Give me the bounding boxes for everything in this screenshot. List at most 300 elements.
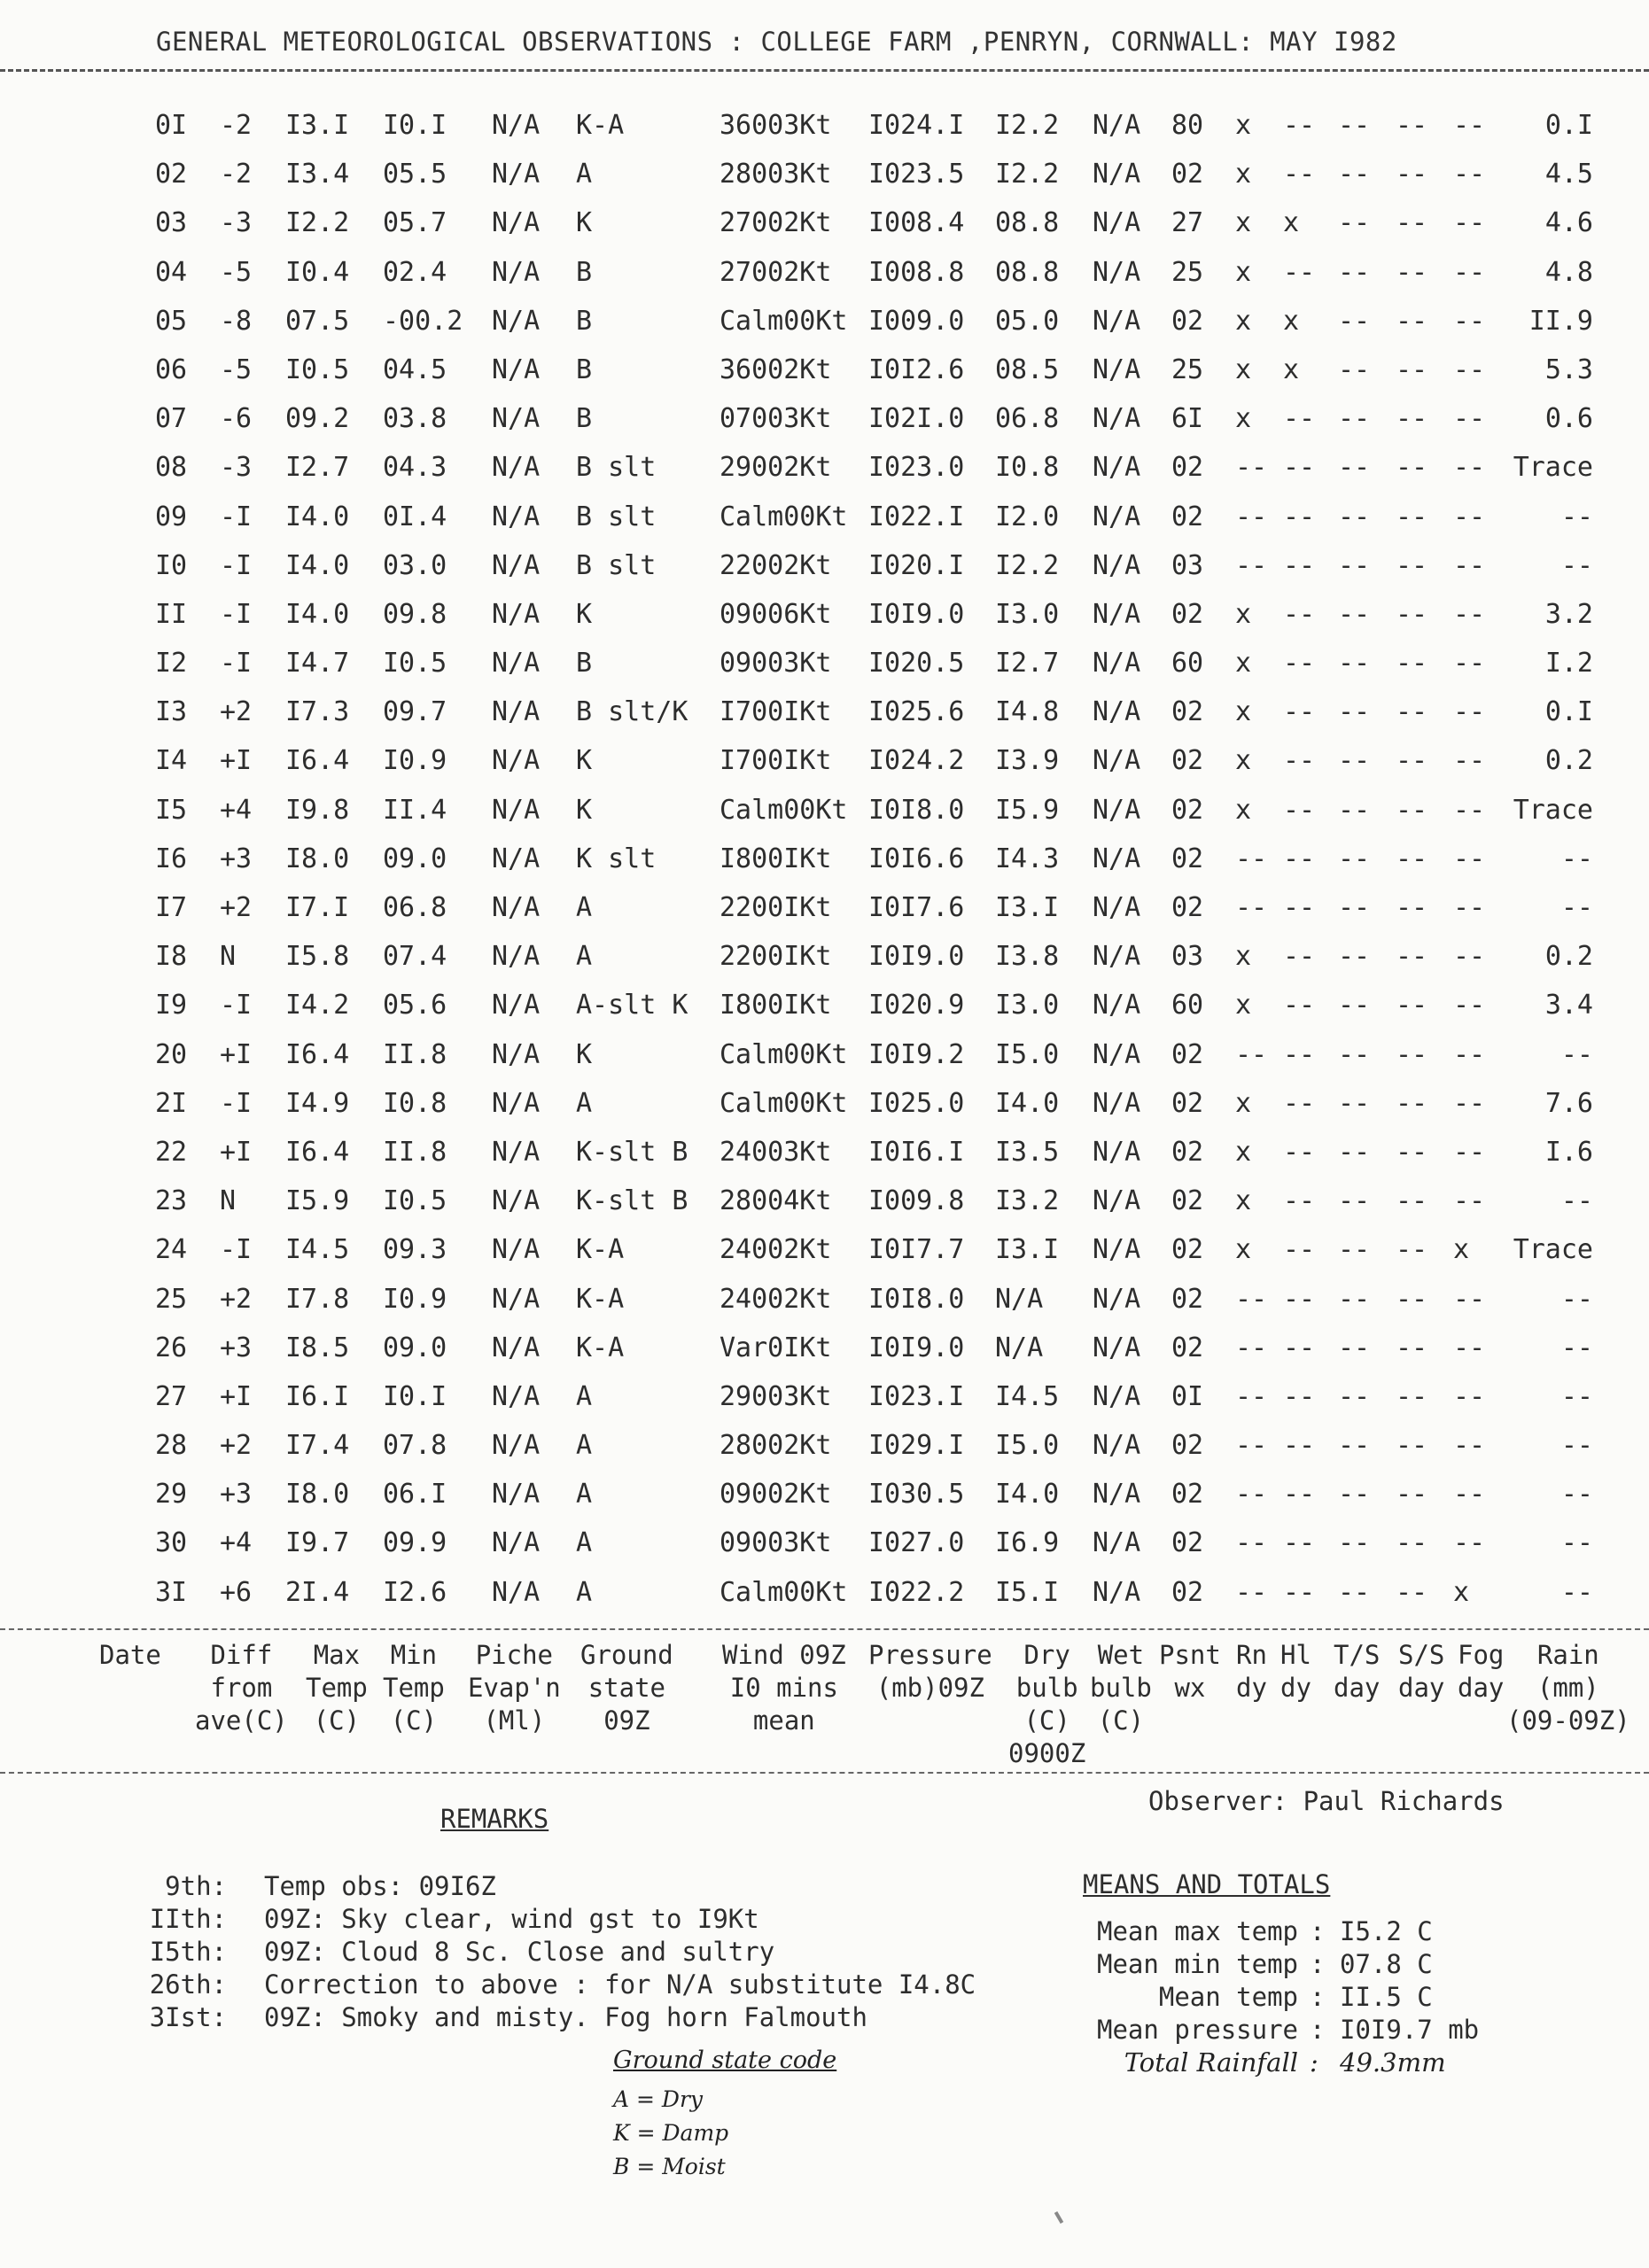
- table-cell: 07: [155, 403, 188, 435]
- table-cell: N/A: [492, 501, 541, 532]
- table-cell: --: [1338, 305, 1371, 337]
- table-cell: x: [1235, 1136, 1252, 1168]
- table-cell: --: [1560, 1038, 1593, 1070]
- table-cell: Calm00Kt: [719, 794, 848, 826]
- table-cell: --: [1453, 1185, 1486, 1217]
- table-cell: 22002Kt: [719, 549, 832, 581]
- table-cell: --: [1283, 159, 1316, 190]
- table-cell: +2: [220, 696, 253, 728]
- table-cell: -I: [220, 549, 253, 581]
- column-header: Min Temp (C): [383, 1640, 445, 1736]
- table-cell: N/A: [492, 1527, 541, 1559]
- table-cell: 05: [155, 305, 188, 337]
- table-row: [0, 740, 1649, 788]
- mean-label: Mean max temp: [1097, 1916, 1298, 1946]
- table-cell: II.8: [383, 1136, 447, 1168]
- table-cell: --: [1396, 1479, 1428, 1511]
- table-cell: B: [576, 305, 593, 337]
- table-cell: 3.4: [1544, 990, 1593, 1021]
- table-cell: 27002Kt: [719, 207, 832, 239]
- table-cell: -8: [220, 305, 253, 337]
- table-cell: +I: [220, 745, 253, 777]
- table-cell: N/A: [492, 1087, 541, 1119]
- remarks-heading: REMARKS: [440, 1804, 549, 1834]
- table-cell: I.2: [1544, 648, 1593, 680]
- table-cell: --: [1453, 892, 1486, 923]
- table-cell: A: [576, 1479, 593, 1511]
- table-cell: K: [576, 598, 593, 630]
- table-cell: +3: [220, 843, 253, 874]
- table-cell: 02: [1171, 501, 1204, 532]
- table-cell: N/A: [1093, 549, 1141, 581]
- table-cell: -2: [220, 159, 253, 190]
- table-cell: --: [1396, 305, 1428, 337]
- table-cell: 02: [1171, 1430, 1204, 1462]
- table-cell: 0.2: [1544, 745, 1593, 777]
- table-cell: --: [1283, 1038, 1316, 1070]
- table-cell: I4.0: [995, 1087, 1060, 1119]
- table-cell: -00.2: [383, 305, 463, 337]
- table-cell: I4.0: [995, 1479, 1060, 1511]
- table-cell: I8.0: [285, 843, 350, 874]
- table-cell: --: [1453, 452, 1486, 484]
- table-cell: I023.I: [868, 1380, 965, 1412]
- table-row: [0, 1572, 1649, 1620]
- table-cell: II.4: [383, 794, 447, 826]
- table-cell: 04.3: [383, 452, 447, 484]
- table-cell: --: [1235, 1527, 1268, 1559]
- table-cell: I0.I: [383, 1380, 447, 1412]
- table-cell: x: [1235, 745, 1252, 777]
- table-cell: --: [1235, 501, 1268, 532]
- table-cell: K: [576, 1038, 593, 1070]
- table-cell: I030.5: [868, 1479, 965, 1511]
- table-cell: --: [1338, 501, 1371, 532]
- remark-day: IIth:: [149, 1904, 227, 1934]
- table-cell: +2: [220, 892, 253, 923]
- table-divider: [0, 1628, 1649, 1630]
- mean-label: Total Rainfall: [1124, 2047, 1298, 2078]
- table-cell: 02: [1171, 794, 1204, 826]
- table-cell: --: [1453, 696, 1486, 728]
- table-cell: I6.I: [285, 1380, 350, 1412]
- separator: :: [1310, 1916, 1326, 1946]
- table-cell: K: [576, 745, 593, 777]
- table-cell: --: [1396, 745, 1428, 777]
- table-cell: N/A: [1093, 990, 1141, 1021]
- table-cell: 0.I: [1544, 696, 1593, 728]
- table-row: [0, 789, 1649, 838]
- table-cell: N/A: [1093, 1283, 1141, 1315]
- legend-item: A = Dry: [613, 2086, 704, 2112]
- table-cell: --: [1396, 1430, 1428, 1462]
- column-header: Piche Evap'n (Ml): [468, 1640, 561, 1736]
- table-cell: I023.0: [868, 452, 965, 484]
- table-cell: 08.8: [995, 256, 1060, 288]
- table-cell: 08.8: [995, 207, 1060, 239]
- table-cell: --: [1396, 1136, 1428, 1168]
- table-cell: --: [1283, 501, 1316, 532]
- table-cell: --: [1235, 549, 1268, 581]
- table-cell: --: [1338, 1479, 1371, 1511]
- table-cell: I2.7: [285, 452, 350, 484]
- table-cell: I4.8: [995, 696, 1060, 728]
- table-cell: 02: [1171, 1185, 1204, 1217]
- table-cell: I2.7: [995, 648, 1060, 680]
- table-cell: x: [1235, 403, 1252, 435]
- table-cell: 02: [155, 159, 188, 190]
- mean-value: I0I9.7 mb: [1340, 2015, 1480, 2045]
- table-cell: N/A: [1093, 1527, 1141, 1559]
- table-row: [0, 252, 1649, 300]
- table-cell: N/A: [1093, 501, 1141, 532]
- table-row: [0, 202, 1649, 251]
- table-cell: --: [1560, 1430, 1593, 1462]
- table-cell: Trace: [1513, 794, 1593, 826]
- table-cell: I7.4: [285, 1430, 350, 1462]
- table-cell: I800IKt: [719, 990, 832, 1021]
- table-cell: --: [1453, 941, 1486, 973]
- table-cell: I025.6: [868, 696, 965, 728]
- table-cell: N/A: [1093, 305, 1141, 337]
- table-cell: N/A: [1093, 1332, 1141, 1363]
- table-cell: I.6: [1544, 1136, 1593, 1168]
- table-cell: I02I.0: [868, 403, 965, 435]
- table-cell: N/A: [492, 256, 541, 288]
- table-cell: --: [1396, 941, 1428, 973]
- table-cell: B: [576, 256, 593, 288]
- table-cell: --: [1338, 843, 1371, 874]
- table-cell: --: [1283, 1479, 1316, 1511]
- table-cell: 36002Kt: [719, 353, 832, 385]
- remark-text: 09Z: Cloud 8 Sc. Close and sultry: [264, 1937, 775, 1967]
- table-cell: N/A: [492, 207, 541, 239]
- table-cell: --: [1560, 843, 1593, 874]
- table-cell: I3.I: [995, 892, 1060, 923]
- table-cell: 4.8: [1544, 256, 1593, 288]
- table-row: [0, 447, 1649, 495]
- table-cell: I4.0: [285, 549, 350, 581]
- table-cell: --: [1453, 1332, 1486, 1363]
- table-cell: I3.I: [995, 1234, 1060, 1266]
- table-cell: -I: [220, 1087, 253, 1119]
- table-cell: --: [1283, 452, 1316, 484]
- separator: :: [1310, 1982, 1326, 2012]
- table-cell: --: [1453, 256, 1486, 288]
- remark-day: 9th:: [165, 1871, 227, 1901]
- table-cell: I700IKt: [719, 745, 832, 777]
- table-cell: I3.8: [995, 941, 1060, 973]
- table-cell: --: [1283, 794, 1316, 826]
- mean-value: I5.2 C: [1340, 1916, 1433, 1946]
- table-cell: --: [1338, 207, 1371, 239]
- table-cell: --: [1283, 549, 1316, 581]
- table-cell: 20: [155, 1038, 188, 1070]
- table-cell: --: [1338, 1576, 1371, 1608]
- table-cell: B slt: [576, 549, 657, 581]
- table-cell: --: [1338, 941, 1371, 973]
- table-cell: --: [1338, 892, 1371, 923]
- table-cell: --: [1560, 1576, 1593, 1608]
- table-cell: N/A: [492, 549, 541, 581]
- table-cell: I0.5: [383, 1185, 447, 1217]
- table-cell: 07.4: [383, 941, 447, 973]
- table-cell: 29: [155, 1479, 188, 1511]
- table-cell: I008.4: [868, 207, 965, 239]
- table-cell: I0I9.0: [868, 598, 965, 630]
- table-row: [0, 1131, 1649, 1180]
- table-row: [0, 594, 1649, 642]
- table-cell: B: [576, 353, 593, 385]
- table-cell: I025.0: [868, 1087, 965, 1119]
- table-cell: 03.8: [383, 403, 447, 435]
- table-cell: --: [1338, 549, 1371, 581]
- table-cell: --: [1283, 1234, 1316, 1266]
- table-cell: --: [1338, 110, 1371, 141]
- table-cell: --: [1453, 794, 1486, 826]
- table-cell: --: [1396, 159, 1428, 190]
- table-cell: x: [1235, 1234, 1252, 1266]
- table-cell: N/A: [492, 1380, 541, 1412]
- table-cell: N/A: [492, 1576, 541, 1608]
- table-cell: 30: [155, 1527, 188, 1559]
- table-cell: --: [1560, 1479, 1593, 1511]
- table-cell: 2200IKt: [719, 941, 832, 973]
- mean-label: Mean min temp: [1097, 1949, 1298, 1979]
- table-cell: x: [1453, 1576, 1470, 1608]
- table-cell: 27002Kt: [719, 256, 832, 288]
- table-cell: I3.0: [995, 990, 1060, 1021]
- table-cell: --: [1396, 1283, 1428, 1315]
- table-cell: N/A: [492, 110, 541, 141]
- table-cell: --: [1396, 207, 1428, 239]
- table-cell: N/A: [1093, 1479, 1141, 1511]
- table-cell: 05.6: [383, 990, 447, 1021]
- table-cell: --: [1338, 1136, 1371, 1168]
- table-row: [0, 496, 1649, 545]
- table-cell: --: [1453, 843, 1486, 874]
- observer-name: Observer: Paul Richards: [1148, 1786, 1505, 1816]
- table-cell: II.9: [1528, 305, 1593, 337]
- remark-day: I5th:: [149, 1937, 227, 1967]
- table-cell: I4.9: [285, 1087, 350, 1119]
- table-cell: 04.5: [383, 353, 447, 385]
- legend-item: K = Damp: [613, 2120, 729, 2146]
- table-cell: 09.7: [383, 696, 447, 728]
- table-cell: I0.I: [383, 110, 447, 141]
- table-cell: --: [1396, 353, 1428, 385]
- table-cell: II.8: [383, 1038, 447, 1070]
- table-cell: 09.0: [383, 1332, 447, 1363]
- table-cell: 03: [155, 207, 188, 239]
- top-divider: [0, 69, 1649, 72]
- table-cell: 27: [155, 1380, 188, 1412]
- table-cell: N/A: [492, 305, 541, 337]
- observations-table: [0, 105, 1649, 1620]
- table-cell: --: [1396, 549, 1428, 581]
- table-cell: I0I6.6: [868, 843, 965, 874]
- table-cell: x: [1235, 110, 1252, 141]
- table-cell: 29003Kt: [719, 1380, 832, 1412]
- table-cell: B slt: [576, 452, 657, 484]
- table-cell: N/A: [492, 403, 541, 435]
- table-cell: --: [1338, 1283, 1371, 1315]
- table-cell: 2200IKt: [719, 892, 832, 923]
- table-cell: N/A: [492, 353, 541, 385]
- table-cell: +I: [220, 1380, 253, 1412]
- table-cell: I9.7: [285, 1527, 350, 1559]
- remark-text: Temp obs: 09I6Z: [264, 1871, 496, 1901]
- table-cell: --: [1338, 1087, 1371, 1119]
- table-cell: 06.I: [383, 1479, 447, 1511]
- table-cell: --: [1560, 1332, 1593, 1363]
- table-cell: N/A: [492, 1136, 541, 1168]
- table-cell: I6.4: [285, 1136, 350, 1168]
- table-cell: I0: [155, 549, 188, 581]
- table-cell: 26: [155, 1332, 188, 1363]
- table-cell: -6: [220, 403, 253, 435]
- table-cell: --: [1235, 1332, 1268, 1363]
- table-cell: --: [1453, 990, 1486, 1021]
- table-cell: 09.0: [383, 843, 447, 874]
- table-cell: --: [1453, 1136, 1486, 1168]
- table-cell: N/A: [492, 1479, 541, 1511]
- table-cell: --: [1283, 990, 1316, 1021]
- table-cell: -2: [220, 110, 253, 141]
- table-row: [0, 1278, 1649, 1327]
- table-cell: I024.2: [868, 745, 965, 777]
- table-cell: K-A: [576, 1283, 625, 1315]
- mean-value: 49.3mm: [1340, 2047, 1446, 2078]
- table-cell: K-A: [576, 1234, 625, 1266]
- table-cell: I5.0: [995, 1038, 1060, 1070]
- table-cell: 09.2: [285, 403, 350, 435]
- table-cell: I0I8.0: [868, 794, 965, 826]
- table-cell: --: [1453, 1430, 1486, 1462]
- table-cell: 08: [155, 452, 188, 484]
- table-cell: I6: [155, 843, 188, 874]
- table-cell: +4: [220, 794, 253, 826]
- table-cell: --: [1283, 598, 1316, 630]
- table-cell: 27: [1171, 207, 1204, 239]
- table-cell: --: [1283, 745, 1316, 777]
- table-cell: I5: [155, 794, 188, 826]
- table-cell: +2: [220, 1283, 253, 1315]
- table-row: [0, 300, 1649, 349]
- table-cell: x: [1235, 1087, 1252, 1119]
- means-heading: MEANS AND TOTALS: [1083, 1869, 1331, 1899]
- table-cell: --: [1560, 1185, 1593, 1217]
- table-cell: x: [1235, 648, 1252, 680]
- table-cell: N/A: [492, 1038, 541, 1070]
- table-row: [0, 1083, 1649, 1131]
- table-cell: N/A: [1093, 696, 1141, 728]
- table-cell: --: [1283, 1283, 1316, 1315]
- table-cell: N/A: [1093, 745, 1141, 777]
- table-cell: I0.9: [383, 745, 447, 777]
- table-cell: 22: [155, 1136, 188, 1168]
- table-cell: I4.3: [995, 843, 1060, 874]
- column-header: Max Temp (C): [306, 1640, 368, 1736]
- table-cell: I009.0: [868, 305, 965, 337]
- table-cell: x: [1283, 207, 1300, 239]
- table-cell: --: [1235, 892, 1268, 923]
- table-cell: 06.8: [383, 892, 447, 923]
- table-cell: --: [1396, 1332, 1428, 1363]
- table-cell: --: [1560, 1527, 1593, 1559]
- column-header: T/S day: [1334, 1640, 1381, 1703]
- table-cell: --: [1338, 403, 1371, 435]
- table-cell: I0.9: [383, 1283, 447, 1315]
- table-row: [0, 1522, 1649, 1571]
- table-cell: N/A: [492, 1185, 541, 1217]
- table-cell: 06: [155, 353, 188, 385]
- table-cell: 02: [1171, 1576, 1204, 1608]
- table-cell: I9.8: [285, 794, 350, 826]
- table-cell: x: [1235, 305, 1252, 337]
- table-cell: N/A: [492, 1430, 541, 1462]
- table-cell: N/A: [492, 892, 541, 923]
- table-cell: --: [1453, 353, 1486, 385]
- table-cell: --: [1338, 256, 1371, 288]
- table-cell: I009.8: [868, 1185, 965, 1217]
- mean-value: 07.8 C: [1340, 1949, 1433, 1979]
- table-row: [0, 153, 1649, 202]
- table-cell: N/A: [1093, 207, 1141, 239]
- table-cell: --: [1283, 1332, 1316, 1363]
- table-cell: N/A: [1093, 1380, 1141, 1412]
- table-cell: I3.5: [995, 1136, 1060, 1168]
- table-row: [0, 1376, 1649, 1425]
- table-cell: I0I9.0: [868, 1332, 965, 1363]
- table-cell: 02: [1171, 1136, 1204, 1168]
- table-cell: 07.8: [383, 1430, 447, 1462]
- table-cell: 23: [155, 1185, 188, 1217]
- table-cell: N: [220, 941, 237, 973]
- legend-title: Ground state code: [613, 2047, 837, 2074]
- table-cell: 60: [1171, 990, 1204, 1021]
- table-cell: N/A: [1093, 1576, 1141, 1608]
- table-cell: --: [1283, 696, 1316, 728]
- column-header: Diff from ave(C): [195, 1640, 288, 1736]
- table-cell: 02: [1171, 452, 1204, 484]
- remark-text: 09Z: Smoky and misty. Fog horn Falmouth: [264, 2002, 867, 2032]
- table-cell: I8.5: [285, 1332, 350, 1363]
- table-cell: --: [1338, 1527, 1371, 1559]
- table-cell: 09: [155, 501, 188, 532]
- table-cell: II: [155, 598, 188, 630]
- table-cell: x: [1235, 256, 1252, 288]
- table-cell: 29002Kt: [719, 452, 832, 484]
- table-cell: K-slt B: [576, 1185, 688, 1217]
- table-cell: x: [1235, 990, 1252, 1021]
- mean-label: Mean pressure: [1097, 2015, 1298, 2045]
- table-cell: I9: [155, 990, 188, 1021]
- table-cell: --: [1396, 1038, 1428, 1070]
- table-cell: --: [1396, 1380, 1428, 1412]
- table-cell: I2.2: [995, 549, 1060, 581]
- column-header: Rain (mm) (09-09Z): [1506, 1640, 1630, 1736]
- table-cell: I0.4: [285, 256, 350, 288]
- table-cell: Calm00Kt: [719, 1038, 848, 1070]
- table-cell: 02: [1171, 696, 1204, 728]
- table-cell: --: [1396, 892, 1428, 923]
- table-cell: K-slt B: [576, 1136, 688, 1168]
- table-cell: x: [1235, 1185, 1252, 1217]
- table-cell: --: [1453, 501, 1486, 532]
- table-cell: N/A: [1093, 648, 1141, 680]
- table-cell: 09.3: [383, 1234, 447, 1266]
